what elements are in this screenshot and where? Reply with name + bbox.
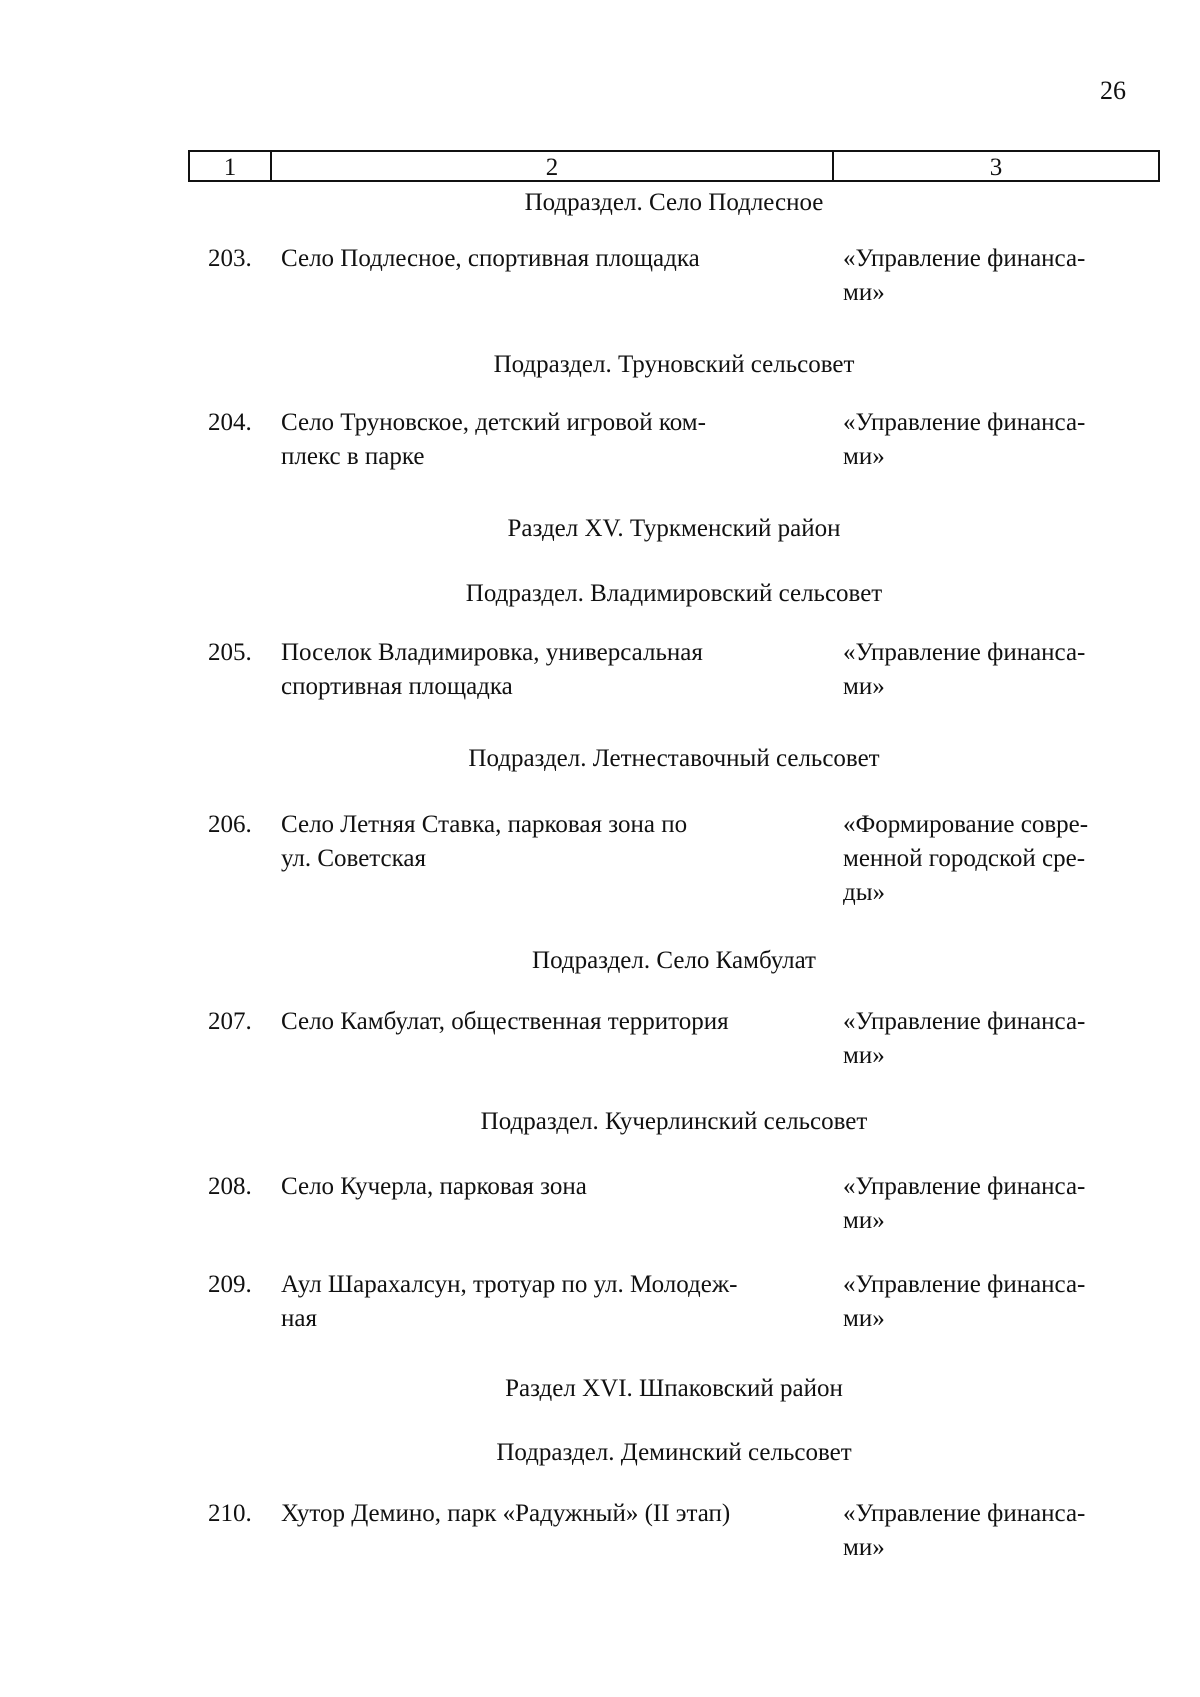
- subsection-heading: Подраздел. Село Камбулат: [532, 947, 816, 974]
- program-line: ды»: [843, 879, 886, 906]
- description-line: Село Подлесное, спортивная площадка: [281, 245, 700, 272]
- program-line: ми»: [843, 443, 885, 470]
- row-program: [843, 1497, 1153, 1565]
- program-line: «Управление финанса-: [843, 1500, 1086, 1527]
- program-line: ми»: [843, 1305, 885, 1332]
- description-line: ул. Советская: [281, 845, 426, 872]
- description-line: Хутор Демино, парк «Радужный» (II этап): [281, 1500, 731, 1527]
- program-line: «Управление финанса-: [843, 245, 1086, 272]
- description-line: ная: [281, 1305, 317, 1332]
- row-description: [281, 1497, 821, 1531]
- description-line: Село Летняя Ставка, парковая зона по: [281, 811, 688, 838]
- section-heading: Раздел XVI. Шпаковский район: [505, 1375, 843, 1402]
- description-line: Село Кучерла, парковая зона: [281, 1173, 587, 1200]
- page-number: 26: [1100, 76, 1126, 105]
- row-number: 210.: [208, 1500, 252, 1527]
- program-line: «Формирование совре-: [843, 811, 1089, 838]
- row-program: [843, 1005, 1153, 1073]
- row-description: [281, 808, 821, 876]
- row-number: 205.: [208, 639, 252, 666]
- row-number: 208.: [208, 1173, 252, 1200]
- row-number: 209.: [208, 1271, 252, 1298]
- row-number: 204.: [208, 409, 252, 436]
- description-line: Аул Шарахалсун, тротуар по ул. Молодеж-: [281, 1271, 738, 1298]
- row-description: [281, 1268, 821, 1336]
- program-line: ми»: [843, 673, 885, 700]
- program-line: менной городской сре-: [843, 845, 1086, 872]
- description-line: спортивная площадка: [281, 673, 513, 700]
- row-number: 203.: [208, 245, 252, 272]
- description-line: плекс в парке: [281, 443, 425, 470]
- column-header-1: 1: [190, 152, 272, 180]
- row-number: 207.: [208, 1008, 252, 1035]
- program-line: «Управление финанса-: [843, 639, 1086, 666]
- program-line: ми»: [843, 1534, 885, 1561]
- row-description: [281, 636, 821, 704]
- subsection-heading: Подраздел. Летнеставочный сельсовет: [468, 745, 880, 772]
- row-program: [843, 1170, 1153, 1238]
- row-program: [843, 636, 1153, 704]
- subsection-heading: Подраздел. Владимировский сельсовет: [465, 580, 883, 607]
- row-program: [843, 1268, 1153, 1336]
- column-header-3: 3: [989, 153, 1003, 181]
- description-line: Село Камбулат, общественная территория: [281, 1008, 729, 1035]
- program-line: «Управление финанса-: [843, 1173, 1086, 1200]
- description-line: Поселок Владимировка, универсальная: [281, 639, 703, 666]
- row-description: [281, 406, 821, 474]
- program-line: «Управление финанса-: [843, 1271, 1086, 1298]
- description-line: Село Труновское, детский игровой ком-: [281, 409, 706, 436]
- column-header-2: 2: [272, 152, 834, 180]
- program-line: ми»: [843, 279, 885, 306]
- section-heading: Раздел XV. Туркменский район: [507, 515, 841, 542]
- program-line: «Управление финанса-: [843, 409, 1086, 436]
- subsection-heading: Подраздел. Труновский сельсовет: [493, 351, 855, 378]
- row-program: [843, 808, 1153, 910]
- subsection-heading: Подраздел. Деминский сельсовет: [496, 1439, 852, 1466]
- program-line: ми»: [843, 1207, 885, 1234]
- row-description: [281, 1005, 821, 1039]
- row-program: [843, 242, 1153, 310]
- row-number: 206.: [208, 811, 252, 838]
- row-description: [281, 1170, 821, 1204]
- subsection-heading: Подраздел. Кучерлинский сельсовет: [480, 1108, 868, 1135]
- row-program: [843, 406, 1153, 474]
- row-description: [281, 242, 821, 276]
- table-header: [188, 150, 1160, 182]
- program-line: «Управление финанса-: [843, 1008, 1086, 1035]
- program-line: ми»: [843, 1042, 885, 1069]
- subsection-heading: Подраздел. Село Подлесное: [524, 189, 824, 216]
